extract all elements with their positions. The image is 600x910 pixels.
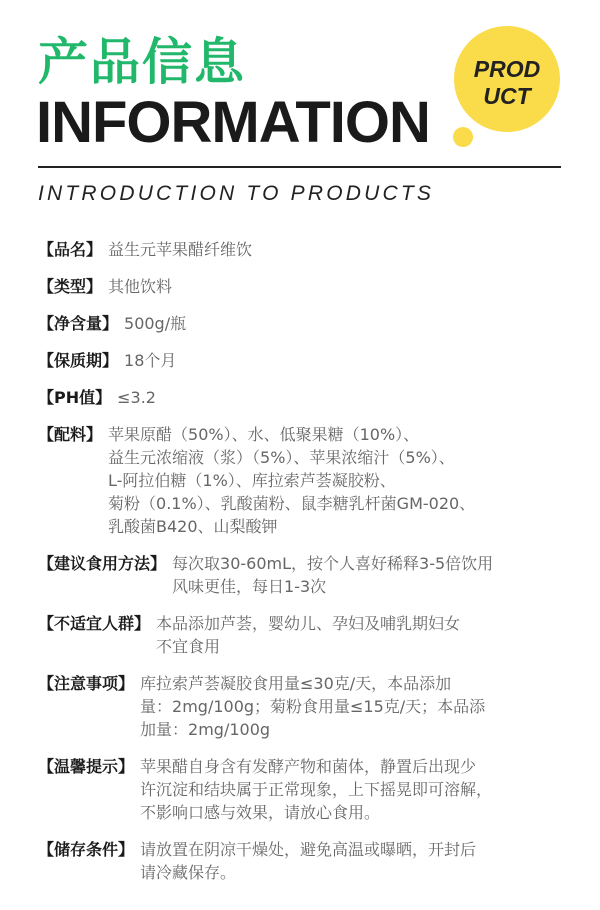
info-value xyxy=(134,672,485,741)
info-value-line: 本品添加芦荟，婴幼儿、孕妇及哺乳期妇女 xyxy=(156,614,461,633)
info-value-line: 乳酸菌B420、山梨酸钾 xyxy=(108,517,278,536)
info-value-line: 加量：2mg/100g xyxy=(140,720,271,739)
info-value-line: 益生元苹果醋纤维饮 xyxy=(108,240,253,259)
info-value-line: 许沉淀和结块属于正常现象，上下摇晃即可溶解， xyxy=(140,780,493,799)
info-value-line: 不影响口感与效果，请放心食用。 xyxy=(140,803,381,822)
product-badge-text xyxy=(454,56,560,110)
info-label: 【PH值】 xyxy=(38,388,112,407)
info-label: 【品名】 xyxy=(38,240,103,259)
info-list xyxy=(38,238,568,898)
info-value-line: 每次取30-60mL，按个人喜好稀释3-5倍饮用 xyxy=(172,554,494,573)
info-value xyxy=(118,349,176,372)
info-row-type xyxy=(38,275,568,298)
product-badge-dot xyxy=(453,127,473,147)
info-row-net-content xyxy=(38,312,568,335)
info-value-line: 苹果醋自身含有发酵产物和菌体，静置后出现少 xyxy=(140,757,477,776)
page-title-en: INFORMATION xyxy=(36,90,430,155)
info-row-notes xyxy=(38,672,568,741)
page-title-cn: 产品信息 xyxy=(38,33,246,91)
info-value xyxy=(134,755,492,824)
info-value-line: 益生元浓缩液（浆）（5%）、苹果浓缩汁（5%）、 xyxy=(108,448,455,467)
info-label: 【注意事项】 xyxy=(38,674,135,693)
info-value-line: 500g/瓶 xyxy=(124,314,187,333)
info-value xyxy=(102,423,475,538)
info-row-storage xyxy=(38,838,568,884)
page-subtitle: INTRODUCTION TO PRODUCTS xyxy=(38,182,435,205)
info-row-usage xyxy=(38,552,568,598)
info-value xyxy=(134,838,476,884)
info-label: 【温馨提示】 xyxy=(38,757,135,776)
info-value xyxy=(166,552,493,598)
info-label: 【不适宜人群】 xyxy=(38,614,151,633)
info-value xyxy=(118,312,186,335)
info-value xyxy=(102,238,252,261)
info-label: 【储存条件】 xyxy=(38,840,135,859)
info-label: 【保质期】 xyxy=(38,351,119,370)
info-label: 【净含量】 xyxy=(38,314,119,333)
info-value-line: ≤3.2 xyxy=(117,388,156,407)
info-label: 【类型】 xyxy=(38,277,103,296)
info-value xyxy=(102,275,172,298)
info-value-line: 量：2mg/100g；菊粉食用量≤15克/天；本品添 xyxy=(140,697,486,716)
info-value-line: 风味更佳，每日1-3次 xyxy=(172,577,327,596)
info-value-line: 苹果原醋（50%）、水、低聚果糖（10%）、 xyxy=(108,425,420,444)
info-row-name xyxy=(38,238,568,261)
info-value-line: 其他饮料 xyxy=(108,277,173,296)
info-row-shelf-life xyxy=(38,349,568,372)
badge-line-2: UCT xyxy=(483,83,531,109)
info-value-line: 菊粉（0.1%）、乳酸菌粉、鼠李糖乳杆菌GM-020、 xyxy=(108,494,476,513)
badge-line-1: PROD xyxy=(473,56,541,82)
info-value xyxy=(111,386,156,409)
info-value-line: 请冷藏保存。 xyxy=(140,863,237,882)
info-value-line: 18个月 xyxy=(124,351,177,370)
header-divider xyxy=(38,166,561,168)
info-value-line: L-阿拉伯糖（1%）、库拉索芦荟凝胶粉、 xyxy=(108,471,396,490)
info-label: 【配料】 xyxy=(38,425,103,444)
info-label: 【建议食用方法】 xyxy=(38,554,167,573)
info-row-ingredients xyxy=(38,423,568,538)
info-row-tips xyxy=(38,755,568,824)
info-row-ph xyxy=(38,386,568,409)
info-row-unsuitable xyxy=(38,612,568,658)
info-value xyxy=(150,612,460,658)
info-value-line: 不宜食用 xyxy=(156,637,221,656)
info-value-line: 库拉索芦荟凝胶食用量≤30克/天，本品添加 xyxy=(140,674,452,693)
info-value-line: 请放置在阴凉干燥处，避免高温或曝晒，开封后 xyxy=(140,840,477,859)
